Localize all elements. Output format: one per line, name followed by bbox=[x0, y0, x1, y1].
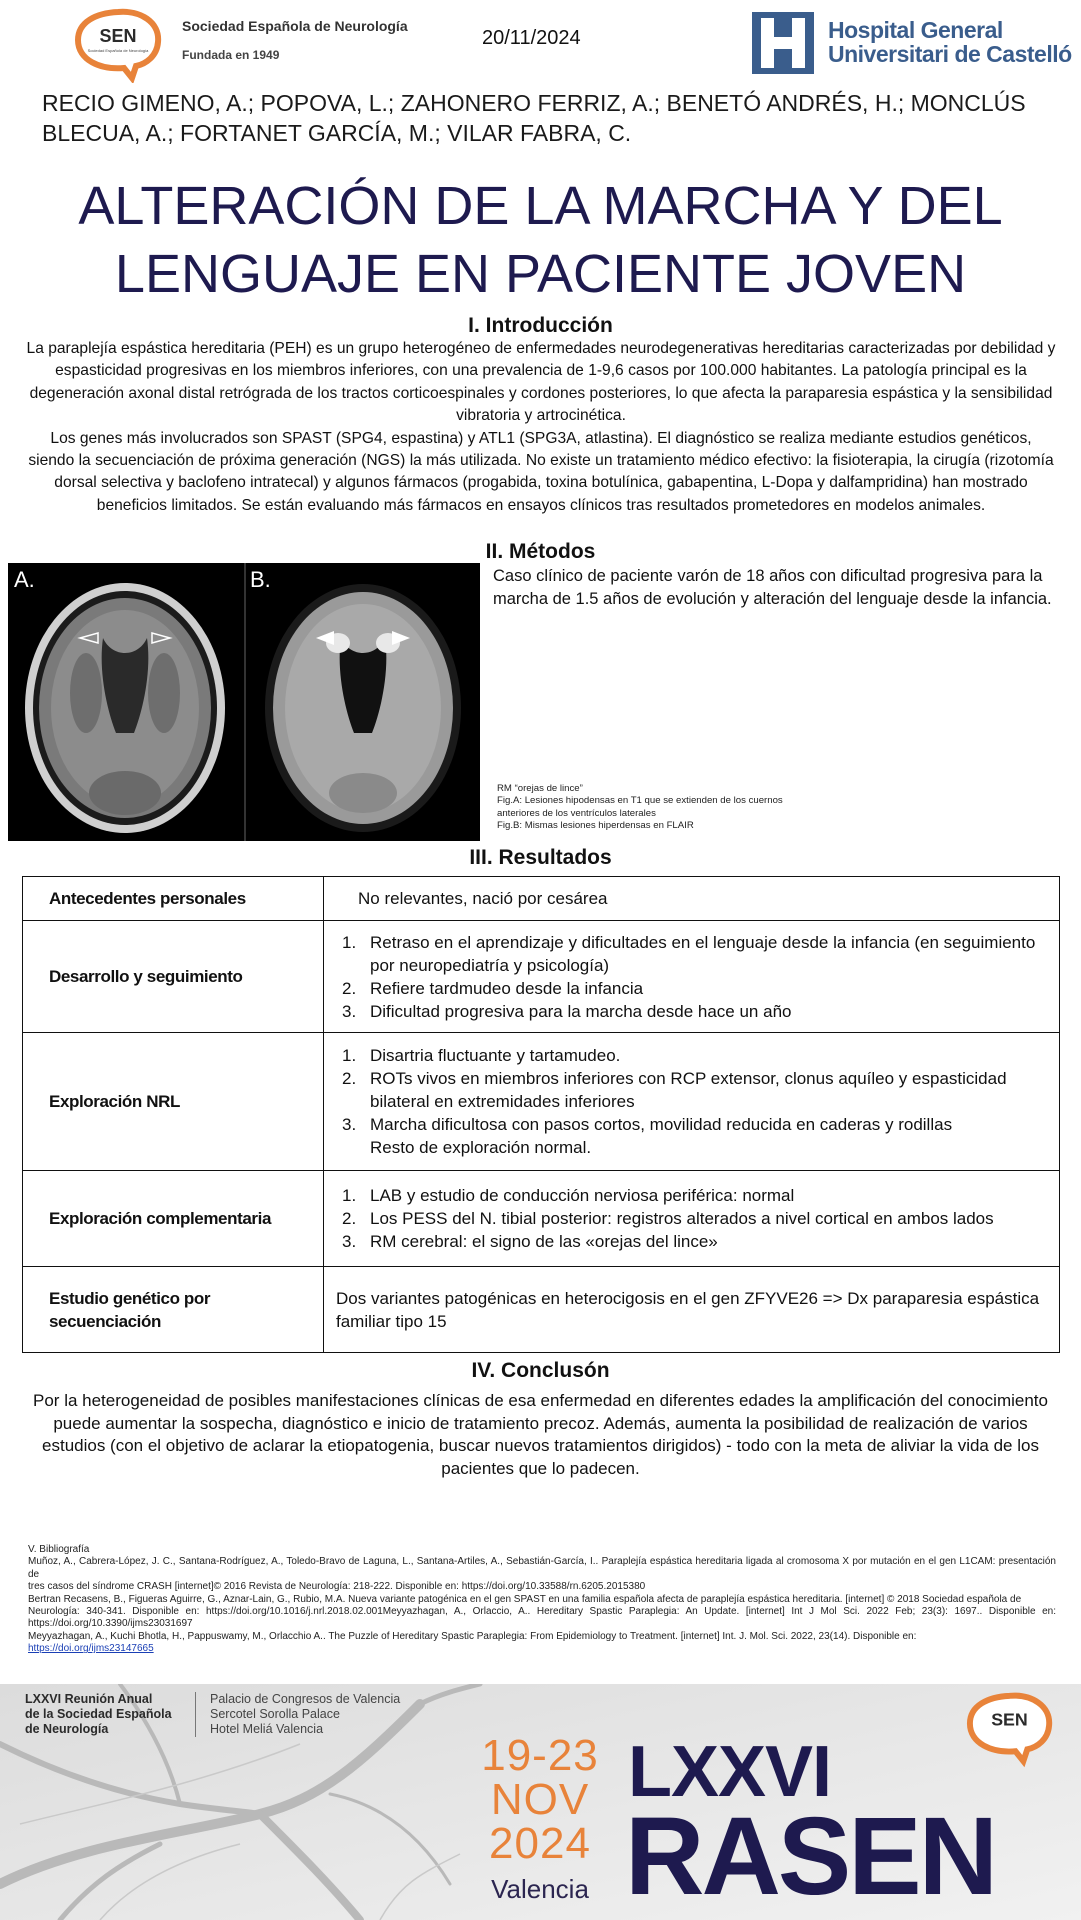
row-content: Dos variantes patogénicas en heterocigosis en el gen ZFYVE26 => Dx paraparesia espástica familiar tipo 15 bbox=[324, 1267, 1060, 1353]
hospital-h-icon bbox=[752, 12, 814, 74]
sen-banner-logo-text: SEN bbox=[991, 1709, 1028, 1730]
mri-panel-b bbox=[265, 584, 461, 832]
congress-name-line: de Neurología bbox=[25, 1722, 109, 1736]
row-label: Exploración NRL bbox=[23, 1033, 324, 1171]
table-row bbox=[23, 1033, 1060, 1171]
congress-banner bbox=[0, 1684, 1081, 1920]
row-extra-note: Resto de exploración normal. bbox=[370, 1138, 592, 1157]
caption-line: Fig.A: Lesiones hipodensas en T1 que se extienden de los cuernos anteriores de los ventrículos laterales bbox=[497, 795, 783, 819]
sen-logo-banner bbox=[962, 1689, 1056, 1769]
bibliography-entry: Bertran Recasens, B., Figueras Aguirre, G., Aznar-Lain, G., Rubio, M.A. Nueva variante patogénica en el gen SPAST en una familia española afecta de paraplejía espástica hereditaria. [internet] © 2018 Sociedad española de bbox=[28, 1593, 1022, 1605]
dates-line: 2024 bbox=[489, 1819, 591, 1868]
results-heading: III. Resultados bbox=[469, 846, 612, 869]
methods-heading: II. Métodos bbox=[485, 540, 596, 563]
intro-heading: I. Introducción bbox=[468, 314, 613, 337]
methods-text: Caso clínico de paciente varón de 18 años con dificultad progresiva para la marcha de 1.5 años de evolución y alteración del lenguaje desde la infancia. bbox=[493, 567, 1052, 608]
caption-line: RM “orejas de lince” bbox=[497, 783, 583, 794]
congress-name-line: LXXVI Reunión Anual bbox=[25, 1692, 153, 1706]
mri-figure bbox=[8, 563, 480, 841]
poster-date: 20/11/2024 bbox=[482, 27, 581, 49]
hospital-name-line1: Hospital General bbox=[828, 17, 1003, 43]
sen-logo bbox=[70, 8, 165, 83]
table-row bbox=[23, 1171, 1060, 1267]
authors: RECIO GIMENO, A.; POPOVA, L.; ZAHONERO FERRIZ, A.; BENETÓ ANDRÉS, H.; MONCLÚS BLECUA, A.; FORTANET GARCÍA, M.; VILAR FABRA, C. bbox=[42, 90, 1026, 146]
congress-city: Valencia bbox=[491, 1874, 589, 1904]
bibliography bbox=[28, 1544, 1056, 1656]
results-table bbox=[22, 876, 1060, 1353]
venue-line: Hotel Meliá Valencia bbox=[210, 1722, 324, 1736]
list-item: 3. Dificultad progresiva para la marcha desde hace un año bbox=[342, 1001, 792, 1021]
bibliography-entry: Muñoz, A., Cabrera-López, J. C., Santana-Rodríguez, A., Toledo-Bravo de Laguna, L., Santana-Artiles, A., Sebastián-García, I.. Paraplejía espástica hereditaria ligada al cromosoma X por mutación en el gen L1CAM: presentación de bbox=[28, 1556, 1056, 1580]
congress-name-line: de la Sociedad Española bbox=[25, 1707, 172, 1721]
congress-dates bbox=[465, 1731, 615, 1868]
caption-line: Fig.B: Mismas lesiones hiperdensas en FLAIR bbox=[497, 820, 694, 832]
sen-logo-text: SEN bbox=[99, 26, 137, 46]
bibliography-entry: Meyyazhagan, A., Kuchi Bhotla, H., Pappuswamy, M., Orlacchio A.. The Puzzle of Hereditary Spastic Paraplegia: From Epidemiology to Treatment. [internet] Int. J. Mol. Sci. 2022, 23(14). Disponible en: bbox=[28, 1630, 917, 1642]
society-founded: Fundada en 1949 bbox=[182, 48, 280, 62]
dates-line: 19-23 bbox=[481, 1731, 599, 1780]
hospital-name bbox=[828, 18, 1072, 66]
list-item: 1. LAB y estudio de conducción nerviosa periférica: normal bbox=[342, 1186, 795, 1205]
list-item: 2. ROTs vivos en miembros inferiores con RCP extensor, clonus aquíleo y espasticidad bilateral en extremidades inferiores bbox=[342, 1069, 1007, 1111]
table-row bbox=[23, 877, 1060, 921]
poster-title: ALTERACIÓN DE LA MARCHA Y DEL LENGUAJE EN PACIENTE JOVEN bbox=[78, 176, 1003, 304]
row-content: No relevantes, nació por cesárea bbox=[324, 877, 1060, 921]
venue-line: Sercotel Sorolla Palace bbox=[210, 1707, 340, 1721]
list-item: 1. Disartria fluctuante y tartamudeo. bbox=[342, 1046, 621, 1065]
intro-text bbox=[26, 338, 1056, 517]
row-label: Exploración complementaria bbox=[23, 1171, 324, 1267]
congress-number: LXXVI bbox=[628, 1732, 832, 1812]
mri-label-b: B. bbox=[250, 567, 271, 592]
congress-name bbox=[25, 1692, 172, 1737]
list-item: 1. Retraso en el aprendizaje y dificultades en el lenguaje desde la infancia (en seguimiento por neuropediatría y psicología) bbox=[342, 932, 1036, 975]
table-row bbox=[23, 921, 1060, 1033]
mri-panel-a bbox=[25, 583, 225, 833]
intro-paragraph-1: La paraplejía espástica hereditaria (PEH) es un grupo heterogéneo de enfermedades neurodegenerativas hereditarias caracterizadas por debilidad y espasticidad progresivas en los miembros inferiores, con una prevalencia de 1-9,6 casos por 100.000 habitantes. La patología principal es la degeneración axonal distal retrógrada de los tractos corticoespinales y cordones posteriores, lo que afecta la paraparesia espástica y la sensibilidad vibratoria y artrocinética. bbox=[26, 340, 1056, 425]
bibliography-entry: tres casos del síndrome CRASH [internet]© 2016 Revista de Neurología: 218-222. Disponible en: https://doi.org/10.33588/rn.6205.2015380 bbox=[28, 1581, 646, 1593]
list-item: 2. Refiere tardmudeo desde la infancia bbox=[342, 978, 644, 998]
congress-acronym: RASEN bbox=[625, 1795, 996, 1918]
sen-logo-subtext: Sociedad Española de Neurología bbox=[87, 48, 149, 53]
intro-paragraph-2: Los genes más involucrados son SPAST (SPG4, espastina) y ATL1 (SPG3A, atlastina). El diagnóstico se realiza mediante estudios genéticos, siendo la secuenciación de próxima generación (NGS) la más utilizada. No existe un tratamiento médico efectivo: la fisioterapia, la cirugía (rizotomía dorsal selectiva y baclofeno intratecal) y algunos fármacos (progabida, toxina botulínica, gabapentina, L-Dopa y dalfampridina) han mostrado beneficios limitados. Se están evaluando más fármacos en ensayos clínicos tras resultados prometedores en modelos animales. bbox=[28, 429, 1054, 514]
row-content bbox=[324, 1171, 1060, 1267]
row-label: Desarrollo y seguimiento bbox=[23, 921, 324, 1033]
bibliography-entry: Neurología: 340-341. Disponible en: https://doi.org/10.1016/j.nrl.2018.02.001Meyyazhagan, A., Orlaccio, A.. Hereditary Spastic Paraplegia: An Update. [internet] Int J Mol Sci. 2022 Feb; 23(3): 1697.. Disponible en: https://doi.org/10.3390/ijms23031697 bbox=[28, 1606, 1056, 1630]
list-item: 3. Marcha dificultosa con pasos cortos, movilidad reducida en caderas y rodillas bbox=[342, 1115, 953, 1134]
row-label: Antecedentes personales bbox=[23, 877, 324, 921]
dates-line: NOV bbox=[490, 1775, 590, 1824]
row-content bbox=[324, 1033, 1060, 1171]
conclusion-heading: IV. Conclusón bbox=[471, 1359, 610, 1382]
society-name: Sociedad Española de Neurología bbox=[182, 18, 408, 34]
row-label: Estudio genético por secuenciación bbox=[23, 1267, 324, 1353]
table-row bbox=[23, 1267, 1060, 1353]
hospital-name-line2: Universitari de Castelló bbox=[828, 41, 1072, 67]
bibliography-heading: V. Bibliografía bbox=[28, 1544, 90, 1555]
list-item: 3. RM cerebral: el signo de las «orejas del lince» bbox=[342, 1232, 718, 1251]
congress-venue bbox=[195, 1692, 400, 1737]
mri-label-a: A. bbox=[14, 567, 35, 592]
list-item: 2. Los PESS del N. tibial posterior: registros alterados a nivel cortical en ambos lados bbox=[342, 1209, 994, 1228]
figure-caption bbox=[497, 783, 797, 833]
venue-line: Palacio de Congresos de Valencia bbox=[210, 1692, 401, 1706]
conclusion-text: Por la heterogeneidad de posibles manifestaciones clínicas de esa enfermedad en diferentes edades la amplificación del conocimiento puede aumentar la sospecha, diagnóstico e inicio de tratamiento precoz. Además, aumenta la posibilidad de realización de varios estudios (con el objetivo de aclarar la etiopatogenia, buscar nuevos tratamientos dirigidos) - todo con la meta de aliviar la vida de los pacientes que lo padecen. bbox=[33, 1391, 1048, 1478]
bibliography-link[interactable]: https://doi.org/ijms23147665 bbox=[28, 1643, 154, 1655]
row-content bbox=[324, 921, 1060, 1033]
